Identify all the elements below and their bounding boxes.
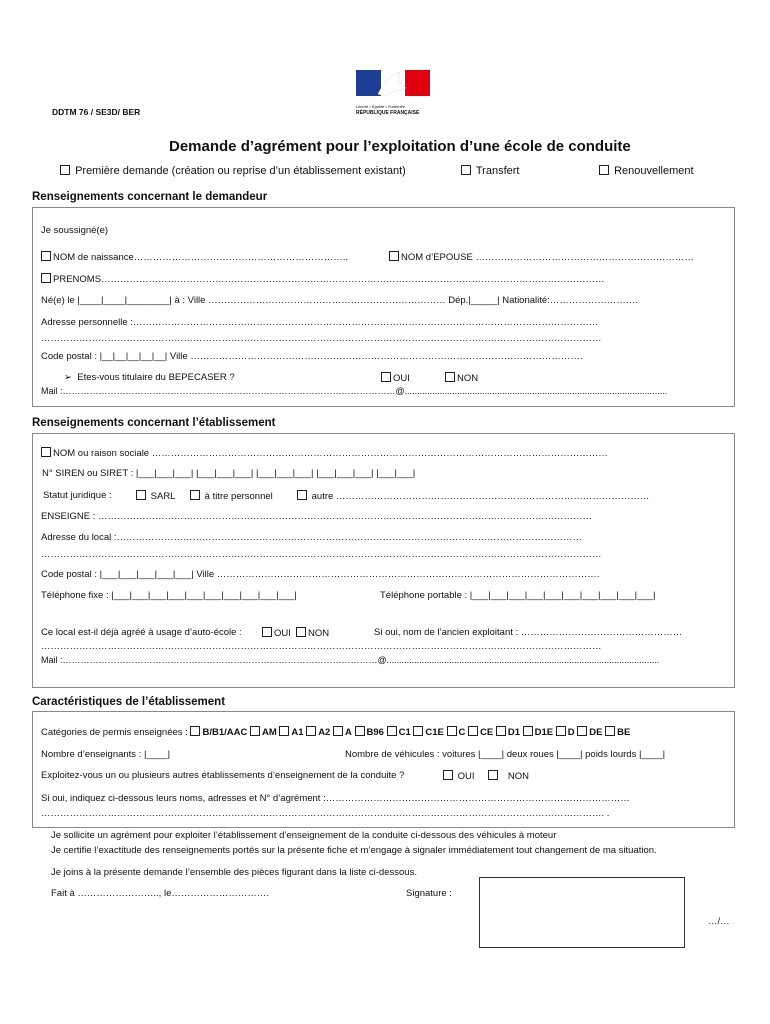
- autres-oui[interactable]: OUI: [443, 770, 475, 782]
- marianne-logo: [356, 68, 430, 116]
- nom-epouse[interactable]: NOM d’EPOUSE ……………………………………………………………: [389, 251, 694, 263]
- checkbox-icon[interactable]: [577, 726, 587, 736]
- checkbox-icon[interactable]: [333, 726, 343, 736]
- category-a2[interactable]: A2: [306, 727, 330, 738]
- checkbox-icon[interactable]: [605, 726, 615, 736]
- category-a1[interactable]: A1: [279, 727, 303, 738]
- checkbox-icon[interactable]: [60, 165, 70, 175]
- autres-question: Exploitez-vous un ou plusieurs autres établissements d’enseignement de la conduite ?: [41, 770, 405, 781]
- ancien-exploitant[interactable]: Si oui, nom de l’ancien exploitant : ……………………………………………: [374, 627, 683, 638]
- mail-1[interactable]: Mail :…………………………………………………………………………………………………@.........................................................................................................: [41, 386, 668, 396]
- nom-naissance[interactable]: NOM de naissance…………………………………………………………..: [41, 251, 348, 263]
- agree-oui[interactable]: OUI: [262, 627, 291, 639]
- declaration-1: Je sollicite un agrément pour exploiter l’établissement d’enseignement de la conduite ci-dessous des véhicules à moteur: [51, 830, 557, 841]
- adresse-local-dots: ……………………………………………………………………………………………………………………………………………………………: [41, 549, 602, 560]
- category-c[interactable]: C: [447, 727, 466, 738]
- checkbox-icon[interactable]: [296, 627, 306, 637]
- si-oui[interactable]: Si oui, indiquez ci-dessous leurs noms, adresses et N° d’agrément :……………………………………………………………………………………: [41, 793, 630, 804]
- request-transfer[interactable]: Transfert: [461, 165, 519, 177]
- checkbox-icon[interactable]: [381, 372, 391, 382]
- flag-icon: [356, 68, 430, 98]
- checkbox-icon[interactable]: [443, 770, 453, 780]
- checkbox-icon[interactable]: [488, 770, 498, 780]
- adresse-local[interactable]: Adresse du local :…………………………………………………………………………………………………………………………………: [41, 532, 583, 543]
- checkbox-icon[interactable]: [41, 447, 51, 457]
- vehicules[interactable]: Nombre de véhicules : voitures |____| deux roues |____| poids lourds |____|: [345, 749, 666, 760]
- category-b[interactable]: B/B1/AAC: [190, 727, 247, 738]
- statut-autre[interactable]: autre ………………………………………………………………………………………: [297, 490, 649, 502]
- checkbox-icon[interactable]: [41, 273, 51, 283]
- birth-line[interactable]: Né(e) le |____|____|________| à : Ville ………………………………………………………………… Dép.|_____| Nationalité:……………………….: [41, 295, 638, 306]
- checkbox-icon[interactable]: [306, 726, 316, 736]
- checkbox-icon[interactable]: [445, 372, 455, 382]
- checkbox-icon[interactable]: [413, 726, 423, 736]
- siren[interactable]: N° SIREN ou SIRET : |___|___|___| |___|___|___| |___|___|___| |___|___|___| |___|___|: [42, 468, 416, 479]
- checkbox-icon[interactable]: [599, 165, 609, 175]
- category-d1[interactable]: D1: [496, 727, 520, 738]
- checkbox-icon[interactable]: [468, 726, 478, 736]
- adresse-dots: ……………………………………………………………………………………………………………………………………………………………: [41, 333, 602, 344]
- request-first[interactable]: Première demande (création ou reprise d’un établissement existant): [60, 165, 406, 177]
- adresse-personnelle[interactable]: Adresse personnelle :…………………………………………………………………………………………………………………………………: [41, 317, 599, 328]
- logo-motto: Liberté • Égalité • Fraternité: [356, 104, 405, 109]
- checkbox-icon[interactable]: [297, 490, 307, 500]
- checkbox-icon[interactable]: [136, 490, 146, 500]
- signature-box[interactable]: [479, 877, 685, 948]
- category-be[interactable]: BE: [605, 727, 630, 738]
- bepecaser-question: ➢ Etes-vous titulaire du BEPECASER ?: [64, 372, 235, 383]
- soussigne: Je soussigné(e): [41, 225, 109, 236]
- nom-raison[interactable]: NOM ou raison sociale ………………………………………………………………………………………………………………………………: [41, 447, 608, 459]
- header-reference: DDTM 76 / SE3D/ BER: [52, 107, 141, 117]
- checkbox-icon[interactable]: [461, 165, 471, 175]
- statut-label: Statut juridique :: [43, 490, 112, 501]
- bepecaser-non[interactable]: NON: [445, 372, 478, 384]
- bepecaser-oui[interactable]: OUI: [381, 372, 410, 384]
- checkbox-icon[interactable]: [262, 627, 272, 637]
- page-title: Demande d’agrément pour l’exploitation d’une école de conduite: [169, 138, 631, 155]
- section3-dots: ……………………………………………………………………………………………………………………………………………………………. .: [41, 808, 610, 819]
- prenoms[interactable]: PRENOMS……………………………………………………………………………………………………………………………………………: [41, 273, 605, 285]
- category-c1[interactable]: C1: [387, 727, 411, 738]
- checkbox-icon[interactable]: [523, 726, 533, 736]
- checkbox-icon[interactable]: [389, 251, 399, 261]
- tel-portable[interactable]: Téléphone portable : |___|___|___|___|___|___|___|___|___|___|: [380, 590, 656, 601]
- mail-2[interactable]: Mail :……………………………………………………………………………………………@.............................................................................................................: [41, 655, 660, 665]
- checkbox-icon[interactable]: [41, 251, 51, 261]
- category-ce[interactable]: CE: [468, 727, 493, 738]
- categories-row: Catégories de permis enseignées : B/B1/AAC AM A1 A2 A B96 C1 C1E C CE D1 D1E D DE BE: [41, 727, 631, 738]
- tel-fixe[interactable]: Téléphone fixe : |___|___|___|___|___|___|___|___|___|___|: [41, 590, 297, 601]
- agree-question: Ce local est-il déjà agréé à usage d’auto-école :: [41, 627, 242, 638]
- checkbox-icon[interactable]: [496, 726, 506, 736]
- declaration-2: Je certifie l’exactitude des renseignements portés sur la présente fiche et m’engage à signaler immédiatement tout changement de ma situation.: [51, 845, 657, 856]
- checkbox-icon[interactable]: [355, 726, 365, 736]
- enseignants[interactable]: Nombre d’enseignants : |____|: [41, 749, 171, 760]
- enseigne[interactable]: ENSEIGNE : …………………………………………………………………………………………………………………………………………: [41, 511, 593, 522]
- declaration-3: Je joins à la présente demande l’ensemble des pièces figurant dans la liste ci-dessous.: [51, 867, 417, 878]
- section1-heading: Renseignements concernant le demandeur: [32, 191, 268, 203]
- category-d1e[interactable]: D1E: [523, 727, 553, 738]
- category-d[interactable]: D: [556, 727, 575, 738]
- statut-sarl[interactable]: SARL: [136, 490, 175, 502]
- code-postal-2[interactable]: Code postal : |___|___|___|___|___| Ville ………………………………………………………………………………………………………….: [41, 569, 600, 580]
- checkbox-icon[interactable]: [447, 726, 457, 736]
- section2-dots: ……………………………………………………………………………………………………………………………………………………………: [41, 641, 602, 652]
- checkbox-icon[interactable]: [190, 490, 200, 500]
- checkbox-icon[interactable]: [190, 726, 200, 736]
- request-renewal[interactable]: Renouvellement: [599, 165, 694, 177]
- checkbox-icon[interactable]: [279, 726, 289, 736]
- agree-non[interactable]: NON: [296, 627, 329, 639]
- checkbox-icon[interactable]: [387, 726, 397, 736]
- continue-mark: …/…: [708, 916, 730, 927]
- logo-republic: RÉPUBLIQUE FRANÇAISE: [356, 110, 420, 116]
- checkbox-icon[interactable]: [250, 726, 260, 736]
- statut-personnel[interactable]: à titre personnel: [190, 490, 273, 502]
- section3-heading: Caractéristiques de l’établissement: [32, 696, 226, 708]
- category-de[interactable]: DE: [577, 727, 602, 738]
- code-postal-1[interactable]: Code postal : |__|__|__|__|__| Ville …………………………………………………………………………………………………………….: [41, 351, 583, 362]
- arrow-bullet-icon: ➢: [64, 372, 72, 383]
- autres-non[interactable]: NON: [488, 770, 529, 782]
- section2-heading: Renseignements concernant l’établissement: [32, 417, 276, 429]
- category-a[interactable]: A: [333, 727, 352, 738]
- category-b96[interactable]: B96: [355, 727, 384, 738]
- checkbox-icon[interactable]: [556, 726, 566, 736]
- fait-a[interactable]: Fait à …………………….., le………………………….: [51, 888, 269, 899]
- category-c1e[interactable]: C1E: [413, 727, 443, 738]
- category-am[interactable]: AM: [250, 727, 277, 738]
- signature-label: Signature :: [406, 888, 452, 899]
